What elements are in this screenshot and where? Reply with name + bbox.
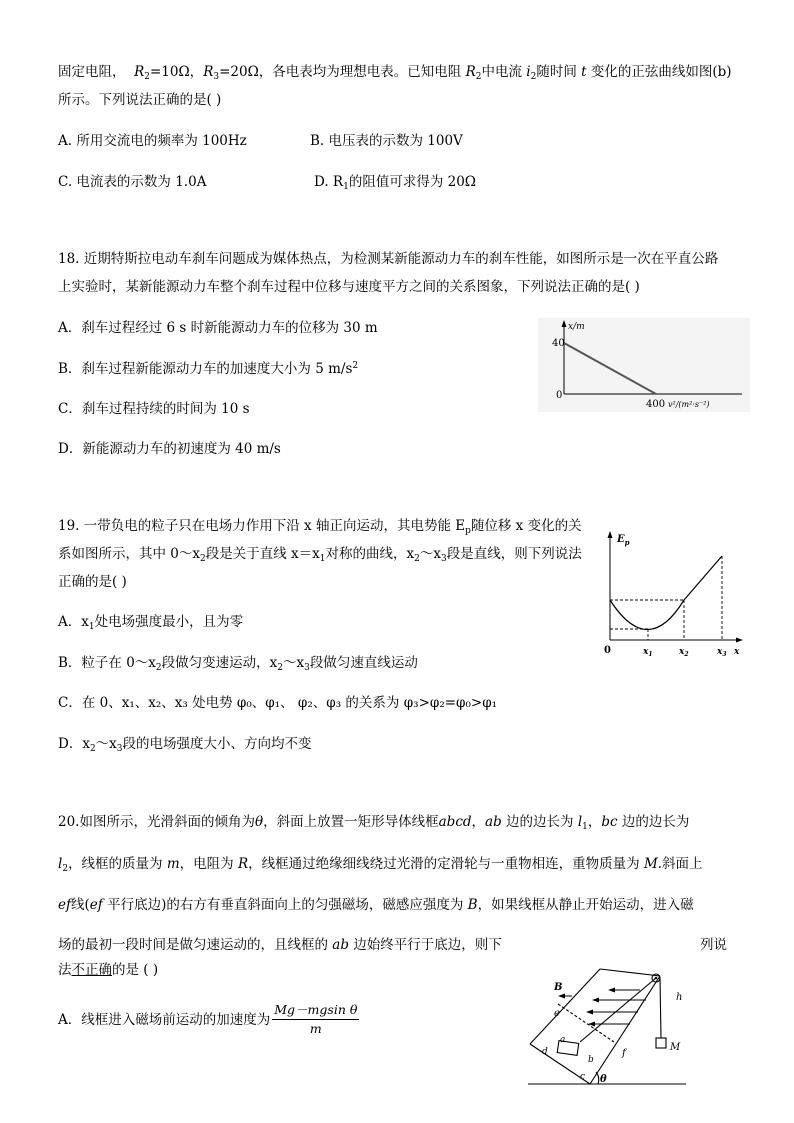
q20-line-2: $l_2$，线框的质量为 m，电阻为 R，线框通过绝缘细线绕过光滑的定滑轮与一重物相连，重物质量为 M.斜面上: [58, 856, 703, 874]
q20-incline-right: [590, 976, 660, 1084]
q20-label-h: h: [676, 992, 683, 1003]
q18-option-a[interactable]: A．刹车过程经过 6 s 时新能源动力车的位移为 30 m: [58, 320, 378, 336]
q20-pulley-axle: [655, 977, 658, 980]
q20-hanging-thread: [660, 978, 661, 1038]
q17-line-2: 所示。下列说法正确的是( ): [58, 92, 222, 108]
q17-option-c[interactable]: C. 电流表的示数为 1.0A: [58, 174, 207, 190]
q19-x-arrow-icon: [736, 638, 743, 643]
q19-line-3: 正确的是( ): [58, 574, 127, 590]
q18-line-2: 上实验时，某新能源动力车整个刹车过程中位移与速度平方之间的关系图象，下列说法正确的是( ): [58, 279, 640, 295]
q18-x-tick: 400: [646, 399, 666, 410]
q19-graph: [598, 528, 748, 660]
q18-y-label: x/m: [568, 322, 585, 332]
q19-y-label: $E_p$: [617, 534, 630, 547]
q18-origin: 0: [556, 390, 563, 401]
q19-y-arrow-icon: [608, 531, 613, 538]
q20-line-1: 20.如图所示，光滑斜面的倾角为θ，斜面上放置一矩形导体线框abcd，ab 边的边长为 $l_1$，bc 边的边长为: [58, 814, 690, 832]
q19-origin: 0: [604, 645, 611, 656]
q20-option-a-fraction: $\frac{\text{Mg－mgsin θ}}{m}$: [274, 1002, 358, 1036]
q20-label-theta: θ: [600, 1074, 607, 1085]
q20-line-4: 场的最初一段时间是做匀速运动的，且线框的 ab 边始终平行于底边，则下: [58, 937, 502, 953]
q20-line-4-tail: 列说: [700, 937, 727, 953]
q18-y-tick: 40: [552, 338, 565, 349]
q20-label-d: d: [542, 1047, 548, 1057]
q20-line-5: 法不正确的是 ( ): [58, 962, 159, 978]
q18-option-d[interactable]: D．新能源动力车的初速度为 40 m/s: [58, 441, 281, 457]
q20-option-a[interactable]: A．线框进入磁场前运动的加速度为 $\frac{\text{Mg－mgsin θ}}{m}$: [58, 1002, 358, 1036]
q19-x1-label: $x_1$: [643, 647, 653, 658]
q19-ep-curve: [610, 600, 684, 630]
q20-label-b: b: [588, 1055, 594, 1065]
q19-line-1: 19. 一带负电的粒子只在电场力作用下沿 x 轴正向运动，其电势能 $E_p$随位移 x 变化的关: [58, 518, 582, 536]
q18-option-c[interactable]: C．刹车过程持续的时间为 10 s: [58, 401, 250, 417]
q20-label-a: a: [560, 1035, 566, 1045]
q17-line-1: 固定电阻， $R_2=10\Omega$，$R_3=20\Omega$，各电表均为理想电表。已知电阻 $R_2$中电流 $i_2$随时间 t 变化的正弦曲线如图(b): [58, 64, 732, 82]
q20-figure: [528, 968, 690, 1088]
q20-label-c: c: [580, 1072, 586, 1082]
q19-ep-line: [684, 556, 722, 600]
q20-weight-m: [656, 1038, 666, 1048]
q19-option-b[interactable]: B．粒子在 $0\sim x_2$段做匀变速运动，$x_2\sim x_3$段做匀速直线运动: [58, 655, 418, 673]
q17-option-b[interactable]: B. 电压表的示数为 100V: [310, 133, 463, 149]
q19-line-2: 系如图所示，其中 $0\sim x_2$段是关于直线 $x=x_1$对称的曲线，$x_2\sim x_3$段是直线，则下列说法: [58, 546, 582, 564]
q18-option-b[interactable]: B．刹车过程新能源动力车的加速度大小为 5 $m/s^2$: [58, 361, 359, 377]
q19-option-c[interactable]: C．在 0、x₁、x₂、x₃ 处电势 φ₀、φ₁、 φ₂、φ₃ 的关系为 φ₃>φ₂=φ₀>φ₁: [58, 695, 498, 711]
q20-label-M: M: [670, 1042, 681, 1053]
q20-line-3: ef线(ef 平行底边)的右方有垂直斜面向上的匀强磁场，磁感应强度为 B，如果线框从静止开始运动，进入磁: [58, 897, 694, 913]
q18-x-label: v²/(m²·s⁻²): [668, 400, 710, 409]
q19-option-a[interactable]: A．$x_1$处电场强度最小，且为零: [58, 614, 244, 632]
q20-thread: [580, 978, 656, 1042]
q19-x2-label: $x_2$: [679, 647, 689, 658]
q20-field-arrows: [558, 988, 646, 1027]
q20-label-B: B: [554, 982, 563, 993]
q20-label-e: e: [554, 1008, 560, 1019]
q18-line-1: 18. 近期特斯拉电动车刹车问题成为媒体热点，为检测某新能源动力车的刹车性能，如图所示是一次在平直公路: [58, 251, 719, 267]
q18-graph: [538, 318, 750, 412]
q20-label-f: f: [622, 1048, 626, 1059]
q17-option-d[interactable]: D. $R_1$的阻值可求得为 20Ω: [314, 174, 476, 192]
q19-option-d[interactable]: D．$x_2\sim x_3$段的电场强度大小、方向均不变: [58, 736, 312, 754]
q19-x-axis-label: x: [734, 647, 740, 657]
q17-option-a[interactable]: A. 所用交流电的频率为 100Hz: [58, 133, 247, 149]
q20-incline-top: [600, 969, 660, 976]
q20-incline-left: [530, 969, 600, 1044]
q19-x3-label: $x_3$: [717, 647, 727, 658]
